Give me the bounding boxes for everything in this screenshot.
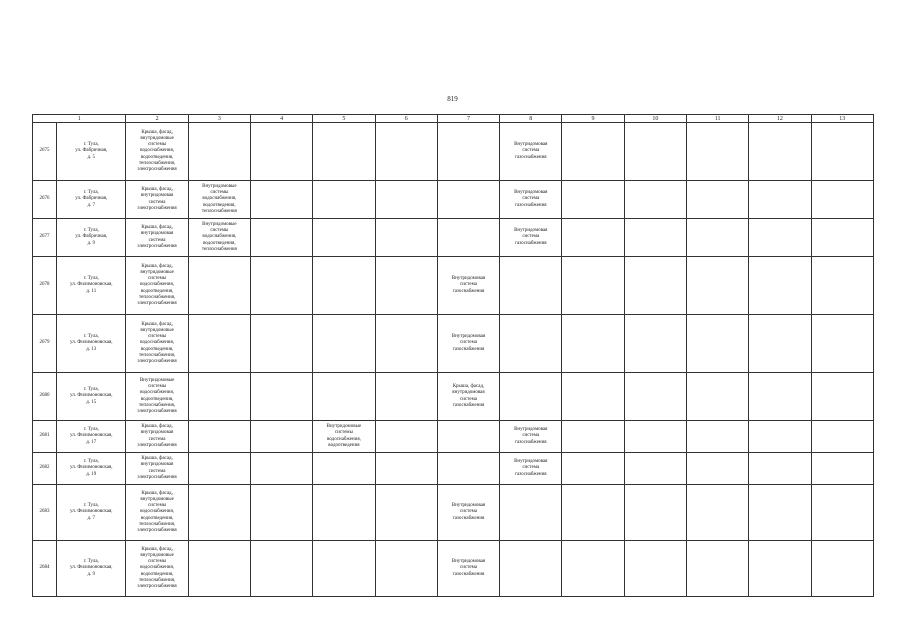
work-cell [562,541,624,597]
work-line: Внутридомовая [451,334,486,340]
column-header: 5 [313,115,375,123]
work-line: электроснабжения [137,442,177,448]
work-cell [437,123,499,181]
address-line: г. Тула, [83,228,99,234]
work-cell [126,257,188,315]
work-cell [437,181,499,219]
work-cell [375,541,437,597]
column-header: 12 [749,115,811,123]
address-cell [57,421,126,453]
work-line: водоотведения, [140,346,174,352]
work-cell [251,181,313,219]
column-header: 9 [562,115,624,123]
address-line: д. 11 [86,288,97,294]
address-line: д. 17 [86,439,97,445]
work-cell [313,219,375,257]
work-cell [562,181,624,219]
work-cell [437,421,499,453]
address-line: г. Тула, [83,142,99,148]
work-line: водоотведения [328,442,360,448]
work-line: системы [334,430,353,436]
address-line: ул. Филимоновская, [69,433,113,439]
work-line: система [522,234,540,240]
work-cell [749,123,811,181]
table-row [33,373,874,421]
work-cell [126,315,188,373]
work-line: системы [210,190,229,196]
work-line: газоснабжения [452,515,485,521]
work-cell [624,373,686,421]
work-line: система [460,565,477,571]
work-cell [686,541,748,597]
work-cell [251,219,313,257]
work-line: газоснабжения [514,439,547,445]
work-cell [811,257,873,315]
work-cell [562,453,624,485]
column-header: 7 [437,115,499,123]
address-line: г. Тула, [83,387,99,393]
work-cell [562,257,624,315]
work-line: внутридомовая [452,390,485,396]
work-line: Внутридомовая [514,459,548,465]
address-cell [57,123,126,181]
work-cell [251,373,313,421]
work-cell [126,485,188,541]
work-line: газоснабжения [514,202,547,208]
work-line: газоснабжения [452,346,485,352]
work-cell [375,421,437,453]
work-cell [251,315,313,373]
work-cell [749,181,811,219]
address-cell [57,219,126,257]
work-line: системы [148,559,167,565]
address-line: д. 7 [87,515,96,521]
work-line: система [148,468,166,474]
row-number: 2675 [33,123,57,181]
work-cell [749,485,811,541]
work-cell [437,485,499,541]
work-line: система [522,148,540,154]
work-cell [188,485,250,541]
address-line: д. 15 [86,399,97,405]
work-line: внутридомовая [140,430,174,436]
row-number: 2678 [33,257,57,315]
work-cell [562,219,624,257]
column-header: 4 [251,115,313,123]
work-line: газоснабжения [452,571,485,577]
work-cell [437,373,499,421]
work-line: теплоснабжения, [138,160,176,166]
work-cell [624,181,686,219]
address-line: г. Тула, [83,459,99,465]
work-cell [624,541,686,597]
address-line: ул. Филимоновская, [69,465,113,471]
work-cell [500,123,562,181]
work-cell [188,315,250,373]
work-cell [313,373,375,421]
work-line: водоотведения, [140,571,174,577]
work-line: водоснабжения, [140,390,175,396]
table-row [33,219,874,257]
row-number: 2676 [33,181,57,219]
work-line: электроснабжения [137,301,177,306]
work-line: электроснабжения [137,584,177,589]
work-line: водоснабжения, [140,565,175,571]
work-cell [126,421,188,453]
work-cell [126,373,188,421]
work-line: система [460,282,477,288]
work-cell [313,181,375,219]
work-cell [500,373,562,421]
work-cell [437,257,499,315]
work-cell [624,421,686,453]
column-header: 11 [686,115,748,123]
address-cell [57,485,126,541]
work-cell [749,453,811,485]
address-line: д. 7 [87,202,96,208]
work-cell [375,123,437,181]
work-cell [126,453,188,485]
work-cell [686,315,748,373]
work-line: теплоснабжения, [138,577,176,583]
work-cell [437,453,499,485]
work-line: Внутридомовые [202,221,237,227]
work-cell [251,257,313,315]
work-cell [624,453,686,485]
work-line: газоснабжения [514,154,547,160]
column-header: 2 [126,115,188,123]
work-line: газоснабжения [452,288,485,294]
work-cell [188,219,250,257]
work-cell [749,219,811,257]
address-cell [57,541,126,597]
work-cell [811,541,873,597]
work-line: система [522,465,540,471]
work-cell [126,541,188,597]
work-line: системы [148,276,167,282]
work-cell [811,421,873,453]
work-cell [749,257,811,315]
work-line: водоотведения, [140,288,174,294]
work-line: электроснабжения [137,359,177,364]
table-row [33,257,874,315]
address-line: ул. Фабричная, [75,196,108,202]
work-cell [624,123,686,181]
address-line: д. 9 [87,240,96,246]
work-cell [749,373,811,421]
work-line: Крыша, фасад, [141,456,173,462]
work-line: система [148,237,166,243]
work-cell [375,485,437,541]
work-line: Крыша, фасад, [452,384,485,390]
work-line: теплоснабжения, [138,294,176,300]
work-line: системы [148,334,167,340]
address-line: ул. Филимоновская, [69,282,113,288]
column-header: 8 [500,115,562,123]
work-cell [562,123,624,181]
work-cell [811,453,873,485]
work-cell [811,219,873,257]
work-cell [686,257,748,315]
work-line: внутридомовая [140,193,174,199]
work-line: электроснабжения [137,528,177,533]
work-cell [375,257,437,315]
work-line: газоснабжения [514,240,547,246]
work-line: системы [148,384,167,390]
work-cell [811,123,873,181]
work-cell [811,181,873,219]
work-cell [749,541,811,597]
table-row [33,541,874,597]
work-line: система [460,396,477,402]
work-cell [500,421,562,453]
work-line: водоснабжения, [140,282,175,288]
column-header: 1 [33,115,126,123]
work-line: газоснабжения [514,471,547,477]
work-cell [126,123,188,181]
address-cell [57,181,126,219]
work-cell [375,181,437,219]
work-cell [251,453,313,485]
work-line: Внутридомовая [514,228,548,234]
work-line: система [522,196,540,202]
work-cell [313,421,375,453]
work-cell [188,453,250,485]
row-number: 2679 [33,315,57,373]
work-cell [500,453,562,485]
column-header: 3 [188,115,250,123]
address-line: д. 5 [87,154,96,160]
work-cell [188,373,250,421]
address-line: г. Тула, [83,334,99,340]
work-cell [500,485,562,541]
work-line: водоотведения, [203,202,236,208]
work-line: система [148,199,166,205]
work-cell [686,421,748,453]
work-line: водоотведения, [140,396,174,402]
work-cell [437,541,499,597]
column-header: 13 [811,115,873,123]
address-cell [57,453,126,485]
work-line: внутридомовые [140,327,174,333]
page-number: 819 [447,95,458,103]
address-line: г. Тула, [83,276,99,282]
row-number: 2680 [33,373,57,421]
work-cell [313,257,375,315]
row-number: 2684 [33,541,57,597]
address-line: д. 19 [86,471,97,477]
work-line: внутридомовая [140,462,174,468]
address-line: д. 9 [87,571,96,577]
work-cell [251,485,313,541]
work-cell [375,453,437,485]
table-row [33,485,874,541]
work-line: системы [210,228,229,234]
work-cell [126,181,188,219]
work-line: электроснабжения [137,243,177,249]
column-header: 6 [375,115,437,123]
column-header: 10 [624,115,686,123]
work-cell [375,373,437,421]
work-line: система [148,436,166,442]
work-cell [188,123,250,181]
work-line: внутридомовые [140,552,174,558]
address-line: г. Тула, [83,190,99,196]
work-line: водоснабжения, [326,436,361,442]
work-line: Крыша, фасад, [141,263,173,269]
work-cell [686,123,748,181]
table-row [33,453,874,485]
work-cell [251,123,313,181]
work-line: Крыша, фасад, [141,490,173,496]
address-line: ул. Филимоновская, [69,393,113,399]
row-number: 2683 [33,485,57,541]
work-cell [313,315,375,373]
work-line: водоотведения, [140,154,174,160]
work-line: водоотведения, [203,240,236,246]
work-line: электроснабжения [137,205,177,211]
work-line: Внутридомовая [514,190,548,196]
work-cell [811,373,873,421]
work-cell [188,421,250,453]
work-cell [749,315,811,373]
work-line: внутридомовая [140,231,174,237]
address-line: ул. Фабричная, [75,234,108,240]
work-line: водоснабжения, [202,234,237,240]
address-line: г. Тула, [83,503,99,509]
work-cell [500,219,562,257]
work-cell [188,257,250,315]
work-cell [251,421,313,453]
work-cell [375,315,437,373]
work-cell [686,373,748,421]
address-cell [57,315,126,373]
work-cell [811,315,873,373]
work-line: Внутридомовые [326,424,362,430]
work-line: Внутридомовые [202,183,237,189]
work-cell [624,257,686,315]
address-cell [57,257,126,315]
address-line: ул. Филимоновская, [69,565,113,571]
work-cell [251,541,313,597]
work-line: электроснабжения [137,167,177,172]
work-line: система [522,433,540,439]
work-cell [811,485,873,541]
work-line: Внутридомовая [514,142,548,148]
work-line: теплоснабжения, [138,402,176,408]
address-line: ул. Фабричная, [75,148,108,154]
table-row [33,123,874,181]
address-line: г. Тула, [83,559,99,565]
work-cell [313,123,375,181]
address-line: ул. Филимоновская, [69,509,113,515]
register-table [32,114,874,597]
work-line: Крыша, фасад, [141,321,173,327]
work-cell [562,315,624,373]
work-line: водоснабжения, [202,196,237,202]
work-line: Крыша, фасад, [141,546,173,552]
work-cell [749,421,811,453]
work-line: теплоснабжения, [138,352,176,358]
work-line: теплоснабжения [201,208,237,214]
work-cell [686,485,748,541]
work-line: Внутридомовая [451,276,486,282]
work-cell [562,485,624,541]
work-line: Внутридомовая [451,559,486,565]
work-cell [126,219,188,257]
work-line: электроснабжения [137,408,177,414]
work-cell [500,541,562,597]
work-cell [313,453,375,485]
work-cell [313,485,375,541]
work-cell [624,485,686,541]
work-cell [686,181,748,219]
header-row [33,115,874,123]
work-line: Крыша, фасад, [141,424,173,430]
work-cell [375,219,437,257]
work-line: теплоснабжения, [138,521,176,527]
work-cell [437,219,499,257]
work-line: система [460,340,477,346]
work-line: внутридомовые [140,496,174,502]
address-line: д. 13 [86,346,97,352]
work-line: электроснабжения [137,474,177,480]
work-line: водоотведения, [140,515,174,521]
work-line: системы [148,142,167,148]
address-line: г. Тула, [83,427,99,433]
work-line: Внутридомовая [514,427,548,433]
work-cell [686,219,748,257]
work-cell [500,315,562,373]
work-line: Внутридомовые [139,377,175,383]
address-line: ул. Филимоновская, [69,340,113,346]
work-line: Крыша, фасад, [141,129,173,135]
table-body [33,123,874,597]
work-line: системы [148,503,167,509]
work-cell [500,181,562,219]
work-line: водоснабжения, [140,148,175,154]
work-line: внутридомовые [140,135,174,141]
address-cell [57,373,126,421]
work-line: теплоснабжения [201,246,237,252]
work-line: Крыша, фасад, [141,187,173,193]
row-number: 2681 [33,421,57,453]
work-cell [188,181,250,219]
row-number: 2682 [33,453,57,485]
work-line: система [460,509,477,515]
work-cell [562,421,624,453]
work-cell [562,373,624,421]
table-row [33,315,874,373]
work-cell [624,315,686,373]
work-cell [313,541,375,597]
work-cell [188,541,250,597]
work-cell [686,453,748,485]
work-line: Внутридомовая [451,503,486,509]
work-cell [624,219,686,257]
work-cell [437,315,499,373]
work-line: газоснабжения [452,402,485,408]
table-row [33,421,874,453]
work-line: внутридомовые [140,269,174,275]
work-cell [500,257,562,315]
work-line: водоснабжения, [140,509,175,515]
work-line: Крыша, фасад, [141,225,173,231]
row-number: 2677 [33,219,57,257]
table-row [33,181,874,219]
work-line: водоснабжения, [140,340,175,346]
